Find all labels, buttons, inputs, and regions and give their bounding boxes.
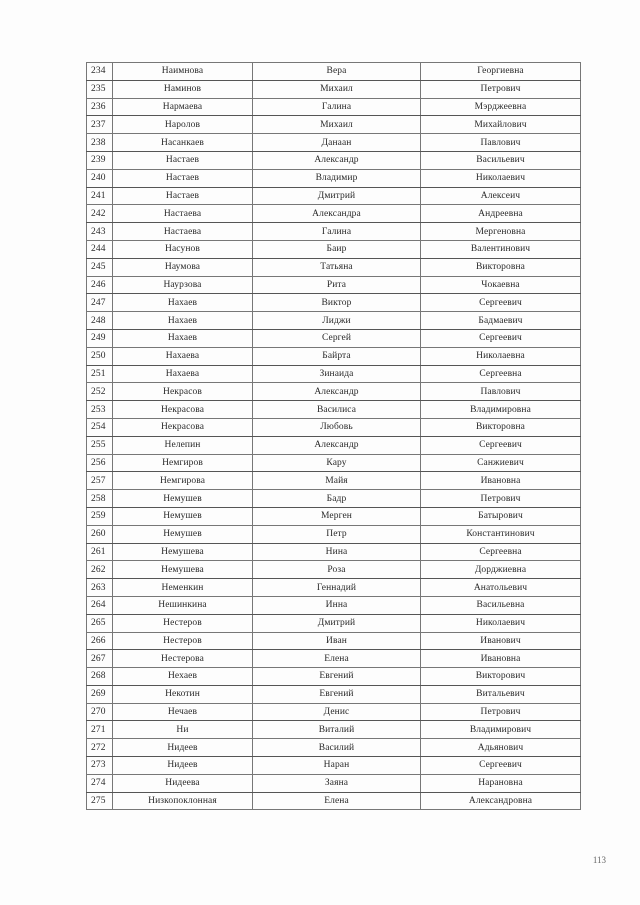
row-number-cell: 259 xyxy=(87,507,113,525)
patronymic-cell: Викторовна xyxy=(421,418,581,436)
row-number-cell: 269 xyxy=(87,685,113,703)
row-number-cell: 236 xyxy=(87,98,113,116)
last-name-cell: Настаева xyxy=(113,223,253,241)
first-name-cell: Михаил xyxy=(253,80,421,98)
table-row xyxy=(87,383,581,401)
table-row xyxy=(87,98,581,116)
row-number-cell: 260 xyxy=(87,525,113,543)
first-name-cell: Александра xyxy=(253,205,421,223)
row-number-cell: 249 xyxy=(87,329,113,347)
table-row xyxy=(87,757,581,775)
first-name-cell: Михаил xyxy=(253,116,421,134)
last-name-cell: Настаева xyxy=(113,205,253,223)
table-row xyxy=(87,223,581,241)
first-name-cell: Сергей xyxy=(253,329,421,347)
patronymic-cell: Владимировна xyxy=(421,401,581,419)
first-name-cell: Виталий xyxy=(253,721,421,739)
table-row xyxy=(87,792,581,810)
last-name-cell: Немушев xyxy=(113,490,253,508)
patronymic-cell: Павлович xyxy=(421,134,581,152)
last-name-cell: Нахаев xyxy=(113,329,253,347)
first-name-cell: Заяна xyxy=(253,774,421,792)
patronymic-cell: Викторович xyxy=(421,668,581,686)
first-name-cell: Василий xyxy=(253,739,421,757)
last-name-cell: Нешинкина xyxy=(113,596,253,614)
last-name-cell: Нидеев xyxy=(113,739,253,757)
row-number-cell: 263 xyxy=(87,579,113,597)
table-row xyxy=(87,596,581,614)
first-name-cell: Виктор xyxy=(253,294,421,312)
table-row xyxy=(87,561,581,579)
last-name-cell: Немушева xyxy=(113,561,253,579)
roster-table xyxy=(86,62,581,810)
row-number-cell: 251 xyxy=(87,365,113,383)
table-row xyxy=(87,347,581,365)
page-number: 113 xyxy=(592,855,606,865)
table-row xyxy=(87,668,581,686)
row-number-cell: 252 xyxy=(87,383,113,401)
last-name-cell: Некрасов xyxy=(113,383,253,401)
first-name-cell: Зинаида xyxy=(253,365,421,383)
table-row xyxy=(87,151,581,169)
first-name-cell: Нина xyxy=(253,543,421,561)
patronymic-cell: Павлович xyxy=(421,383,581,401)
row-number-cell: 253 xyxy=(87,401,113,419)
row-number-cell: 234 xyxy=(87,63,113,81)
last-name-cell: Нидеева xyxy=(113,774,253,792)
row-number-cell: 247 xyxy=(87,294,113,312)
first-name-cell: Галина xyxy=(253,98,421,116)
patronymic-cell: Ивановна xyxy=(421,472,581,490)
row-number-cell: 266 xyxy=(87,632,113,650)
row-number-cell: 244 xyxy=(87,240,113,258)
table-row xyxy=(87,365,581,383)
patronymic-cell: Петрович xyxy=(421,80,581,98)
row-number-cell: 250 xyxy=(87,347,113,365)
first-name-cell: Баир xyxy=(253,240,421,258)
first-name-cell: Александр xyxy=(253,151,421,169)
row-number-cell: 237 xyxy=(87,116,113,134)
table-row xyxy=(87,632,581,650)
last-name-cell: Немушева xyxy=(113,543,253,561)
patronymic-cell: Сергеевич xyxy=(421,757,581,775)
table-row xyxy=(87,543,581,561)
last-name-cell: Некрасова xyxy=(113,418,253,436)
table-row xyxy=(87,401,581,419)
last-name-cell: Низкопоклонная xyxy=(113,792,253,810)
first-name-cell: Евгений xyxy=(253,685,421,703)
first-name-cell: Александр xyxy=(253,436,421,454)
table-row xyxy=(87,614,581,632)
patronymic-cell: Бадмаевич xyxy=(421,312,581,330)
patronymic-cell: Петрович xyxy=(421,490,581,508)
row-number-cell: 240 xyxy=(87,169,113,187)
first-name-cell: Елена xyxy=(253,650,421,668)
first-name-cell: Данаан xyxy=(253,134,421,152)
patronymic-cell: Михайлович xyxy=(421,116,581,134)
first-name-cell: Инна xyxy=(253,596,421,614)
first-name-cell: Дмитрий xyxy=(253,187,421,205)
roster-body xyxy=(87,63,581,810)
first-name-cell: Майя xyxy=(253,472,421,490)
patronymic-cell: Александровна xyxy=(421,792,581,810)
table-row xyxy=(87,454,581,472)
first-name-cell: Лиджи xyxy=(253,312,421,330)
first-name-cell: Татьяна xyxy=(253,258,421,276)
last-name-cell: Нахаев xyxy=(113,294,253,312)
last-name-cell: Нестеров xyxy=(113,632,253,650)
patronymic-cell: Петрович xyxy=(421,703,581,721)
first-name-cell: Геннадий xyxy=(253,579,421,597)
table-row xyxy=(87,169,581,187)
row-number-cell: 242 xyxy=(87,205,113,223)
first-name-cell: Елена xyxy=(253,792,421,810)
table-row xyxy=(87,329,581,347)
last-name-cell: Ни xyxy=(113,721,253,739)
last-name-cell: Наролов xyxy=(113,116,253,134)
last-name-cell: Нехаев xyxy=(113,668,253,686)
last-name-cell: Наурзова xyxy=(113,276,253,294)
patronymic-cell: Андреевна xyxy=(421,205,581,223)
last-name-cell: Нахаева xyxy=(113,347,253,365)
patronymic-cell: Санжиевич xyxy=(421,454,581,472)
row-number-cell: 255 xyxy=(87,436,113,454)
table-row xyxy=(87,739,581,757)
first-name-cell: Владимир xyxy=(253,169,421,187)
last-name-cell: Нахаева xyxy=(113,365,253,383)
patronymic-cell: Анатольевич xyxy=(421,579,581,597)
patronymic-cell: Николаевич xyxy=(421,614,581,632)
row-number-cell: 256 xyxy=(87,454,113,472)
table-row xyxy=(87,774,581,792)
patronymic-cell: Викторовна xyxy=(421,258,581,276)
last-name-cell: Нестерова xyxy=(113,650,253,668)
patronymic-cell: Николаевич xyxy=(421,169,581,187)
table-row xyxy=(87,579,581,597)
table-row xyxy=(87,294,581,312)
first-name-cell: Василиса xyxy=(253,401,421,419)
last-name-cell: Насанкаев xyxy=(113,134,253,152)
patronymic-cell: Адьянович xyxy=(421,739,581,757)
table-row xyxy=(87,436,581,454)
row-number-cell: 238 xyxy=(87,134,113,152)
patronymic-cell: Витальевич xyxy=(421,685,581,703)
last-name-cell: Немгиров xyxy=(113,454,253,472)
row-number-cell: 265 xyxy=(87,614,113,632)
last-name-cell: Неменкин xyxy=(113,579,253,597)
table-row xyxy=(87,721,581,739)
row-number-cell: 258 xyxy=(87,490,113,508)
first-name-cell: Вера xyxy=(253,63,421,81)
first-name-cell: Александр xyxy=(253,383,421,401)
table-row xyxy=(87,187,581,205)
first-name-cell: Дмитрий xyxy=(253,614,421,632)
last-name-cell: Настаев xyxy=(113,187,253,205)
table-row xyxy=(87,418,581,436)
last-name-cell: Нидеев xyxy=(113,757,253,775)
table-row xyxy=(87,312,581,330)
patronymic-cell: Николаевна xyxy=(421,347,581,365)
first-name-cell: Мерген xyxy=(253,507,421,525)
first-name-cell: Наран xyxy=(253,757,421,775)
row-number-cell: 272 xyxy=(87,739,113,757)
patronymic-cell: Валентинович xyxy=(421,240,581,258)
row-number-cell: 254 xyxy=(87,418,113,436)
first-name-cell: Евгений xyxy=(253,668,421,686)
row-number-cell: 271 xyxy=(87,721,113,739)
row-number-cell: 270 xyxy=(87,703,113,721)
patronymic-cell: Сергеевна xyxy=(421,365,581,383)
last-name-cell: Наминов xyxy=(113,80,253,98)
patronymic-cell: Нарановна xyxy=(421,774,581,792)
last-name-cell: Нестеров xyxy=(113,614,253,632)
row-number-cell: 275 xyxy=(87,792,113,810)
patronymic-cell: Алексеич xyxy=(421,187,581,205)
patronymic-cell: Мергеновна xyxy=(421,223,581,241)
row-number-cell: 268 xyxy=(87,668,113,686)
last-name-cell: Немгирова xyxy=(113,472,253,490)
first-name-cell: Роза xyxy=(253,561,421,579)
table-row xyxy=(87,276,581,294)
row-number-cell: 273 xyxy=(87,757,113,775)
patronymic-cell: Ивановна xyxy=(421,650,581,668)
patronymic-cell: Чокаевна xyxy=(421,276,581,294)
table-row xyxy=(87,490,581,508)
table-row xyxy=(87,63,581,81)
table-row xyxy=(87,240,581,258)
table-row xyxy=(87,80,581,98)
patronymic-cell: Мэрджеевна xyxy=(421,98,581,116)
row-number-cell: 241 xyxy=(87,187,113,205)
first-name-cell: Кару xyxy=(253,454,421,472)
first-name-cell: Бадр xyxy=(253,490,421,508)
first-name-cell: Петр xyxy=(253,525,421,543)
row-number-cell: 235 xyxy=(87,80,113,98)
table-row xyxy=(87,703,581,721)
last-name-cell: Нахаев xyxy=(113,312,253,330)
patronymic-cell: Сергеевич xyxy=(421,294,581,312)
patronymic-cell: Сергеевич xyxy=(421,329,581,347)
row-number-cell: 257 xyxy=(87,472,113,490)
patronymic-cell: Константинович xyxy=(421,525,581,543)
last-name-cell: Нечаев xyxy=(113,703,253,721)
row-number-cell: 267 xyxy=(87,650,113,668)
row-number-cell: 262 xyxy=(87,561,113,579)
patronymic-cell: Дорджиевна xyxy=(421,561,581,579)
row-number-cell: 243 xyxy=(87,223,113,241)
first-name-cell: Любовь xyxy=(253,418,421,436)
table-row xyxy=(87,525,581,543)
patronymic-cell: Васильевна xyxy=(421,596,581,614)
row-number-cell: 261 xyxy=(87,543,113,561)
table-row xyxy=(87,507,581,525)
last-name-cell: Насунов xyxy=(113,240,253,258)
last-name-cell: Настаев xyxy=(113,151,253,169)
table-row xyxy=(87,205,581,223)
last-name-cell: Наумова xyxy=(113,258,253,276)
last-name-cell: Некрасова xyxy=(113,401,253,419)
row-number-cell: 239 xyxy=(87,151,113,169)
first-name-cell: Галина xyxy=(253,223,421,241)
table-row xyxy=(87,134,581,152)
patronymic-cell: Васильевич xyxy=(421,151,581,169)
first-name-cell: Рита xyxy=(253,276,421,294)
first-name-cell: Денис xyxy=(253,703,421,721)
first-name-cell: Иван xyxy=(253,632,421,650)
last-name-cell: Немушев xyxy=(113,525,253,543)
last-name-cell: Нармаева xyxy=(113,98,253,116)
last-name-cell: Наимнова xyxy=(113,63,253,81)
last-name-cell: Настаев xyxy=(113,169,253,187)
table-row xyxy=(87,472,581,490)
patronymic-cell: Владимирович xyxy=(421,721,581,739)
table-row xyxy=(87,685,581,703)
last-name-cell: Нелепин xyxy=(113,436,253,454)
first-name-cell: Байрта xyxy=(253,347,421,365)
last-name-cell: Немушев xyxy=(113,507,253,525)
row-number-cell: 245 xyxy=(87,258,113,276)
table-row xyxy=(87,116,581,134)
patronymic-cell: Сергеевич xyxy=(421,436,581,454)
row-number-cell: 264 xyxy=(87,596,113,614)
patronymic-cell: Георгиевна xyxy=(421,63,581,81)
row-number-cell: 274 xyxy=(87,774,113,792)
patronymic-cell: Сергеевна xyxy=(421,543,581,561)
last-name-cell: Некотин xyxy=(113,685,253,703)
row-number-cell: 248 xyxy=(87,312,113,330)
patronymic-cell: Батырович xyxy=(421,507,581,525)
row-number-cell: 246 xyxy=(87,276,113,294)
table-row xyxy=(87,258,581,276)
table-row xyxy=(87,650,581,668)
patronymic-cell: Иванович xyxy=(421,632,581,650)
